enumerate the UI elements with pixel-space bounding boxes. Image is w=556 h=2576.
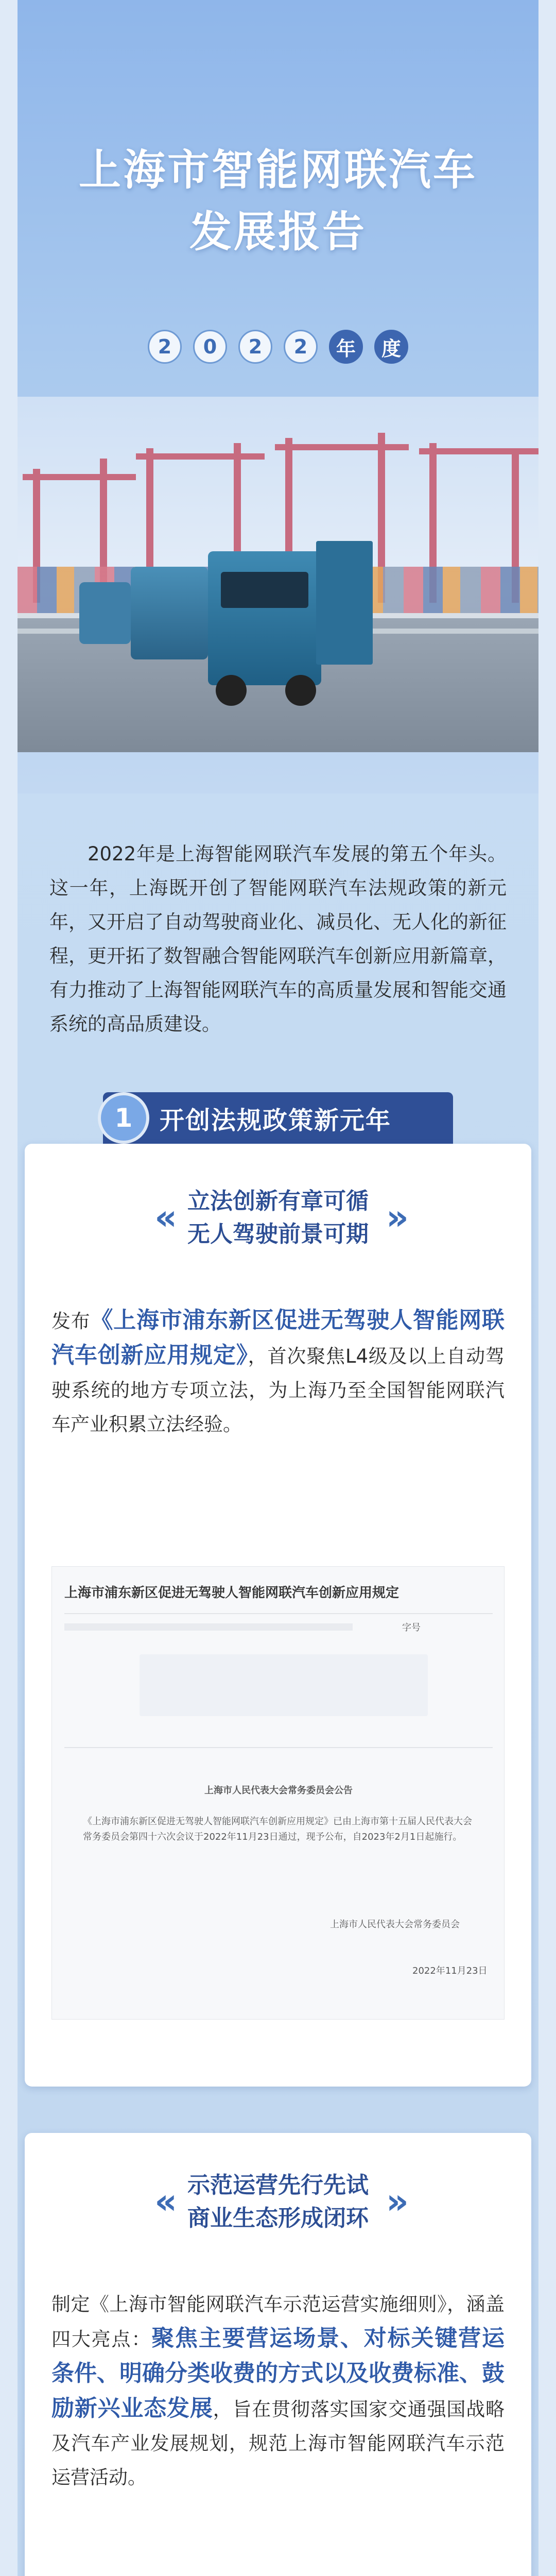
year-suffix: 年 [329, 330, 363, 364]
year-suffix: 度 [374, 330, 408, 364]
right-border [538, 0, 556, 2576]
year-digit: 2 [284, 330, 318, 364]
chevron-right-icon: » [386, 1197, 402, 1238]
regulation-document-screenshot [51, 1566, 505, 2020]
year-badge-row [18, 330, 538, 364]
announcement-date: 2022年11月23日 [412, 1965, 488, 1976]
announcement-title: 上海市人民代表大会常务委员会公告 [204, 1785, 353, 1796]
card-heading-line1: 立法创新有章可循 [187, 1188, 369, 1214]
policy-card-operation [25, 2133, 531, 2576]
year-digit: 2 [238, 330, 272, 364]
card-heading-line2: 商业生态形成闭环 [187, 2205, 369, 2231]
report-header [18, 0, 538, 793]
report-title-line2: 发展报告 [189, 208, 367, 257]
chevron-left-icon: « [154, 1197, 170, 1238]
document-title: 上海市浦东新区促进无驾驶人智能网联汽车创新应用规定 [64, 1585, 399, 1601]
section-title: 开创法规政策新元年 [160, 1106, 392, 1135]
highlighted-points: 聚焦主要营运场景、对标关键营运条件、明确分类收费的方式以及收费标准、鼓励新兴业态发展 [51, 2325, 505, 2421]
card-heading-line1: 示范运营先行先试 [187, 2172, 369, 2198]
card-paragraph: 发布《上海市浦东新区促进无驾驶人智能网联汽车创新应用规定》，首次聚焦L4级及以上自动驾驶系统的地方专项立法，为上海乃至全国智能网联汽车产业积累立法经验。 [51, 1307, 505, 1435]
chevron-left-icon: « [154, 2181, 170, 2222]
audio-player[interactable] [140, 1654, 428, 1716]
announcement-body: 《上海市浦东新区促进无驾驶人智能网联汽车创新应用规定》已由上海市第十五届人民代表大会常务委员会第四十六次会议于2022年11月23日通过，现予公布，自2023年2月1日起施行。 [83, 1816, 472, 1842]
announcement-signer: 上海市人民代表大会常务委员会 [330, 1919, 460, 1930]
year-digit: 0 [193, 330, 227, 364]
left-border [0, 0, 18, 2576]
section-header [103, 1092, 453, 1144]
highlighted-regulation: 《上海市浦东新区促进无驾驶人智能网联汽车创新应用规定》 [51, 1307, 505, 1368]
card-paragraph: 制定《上海市智能网联汽车示范运营实施细则》，涵盖四大亮点：聚焦主要营运场景、对标关键营运条件、明确分类收费的方式以及收费标准、鼓励新兴业态发展，旨在贯彻落实国家交通强国战略及汽车产业发展规划，规范上海市智能网联汽车示范运营活动。 [51, 2293, 505, 2488]
font-size-label[interactable]: 字号 [402, 1622, 421, 1633]
year-digit: 2 [148, 330, 182, 364]
report-title-line1: 上海市智能网联汽车 [78, 146, 477, 195]
intro-paragraph: 2022年是上海智能网联汽车发展的第五个年头。这一年，上海既开创了智能网联汽车法规政策的新元年，又开启了自动驾驶商业化、减员化、无人化的新征程，更开拓了数智融合智能网联汽车创新应用新篇章，有力推动了上海智能网联汽车的高质量发展和智能交通系统的高品质建设。 [49, 843, 507, 1035]
chevron-right-icon: » [386, 2181, 402, 2222]
policy-card-legislation [25, 1144, 531, 2087]
card-heading [25, 1185, 531, 1251]
port-truck-photo [18, 397, 538, 752]
card-heading-line2: 无人驾驶前景可期 [187, 1221, 369, 1247]
section-number: 1 [98, 1092, 149, 1144]
card-heading [25, 2169, 531, 2235]
